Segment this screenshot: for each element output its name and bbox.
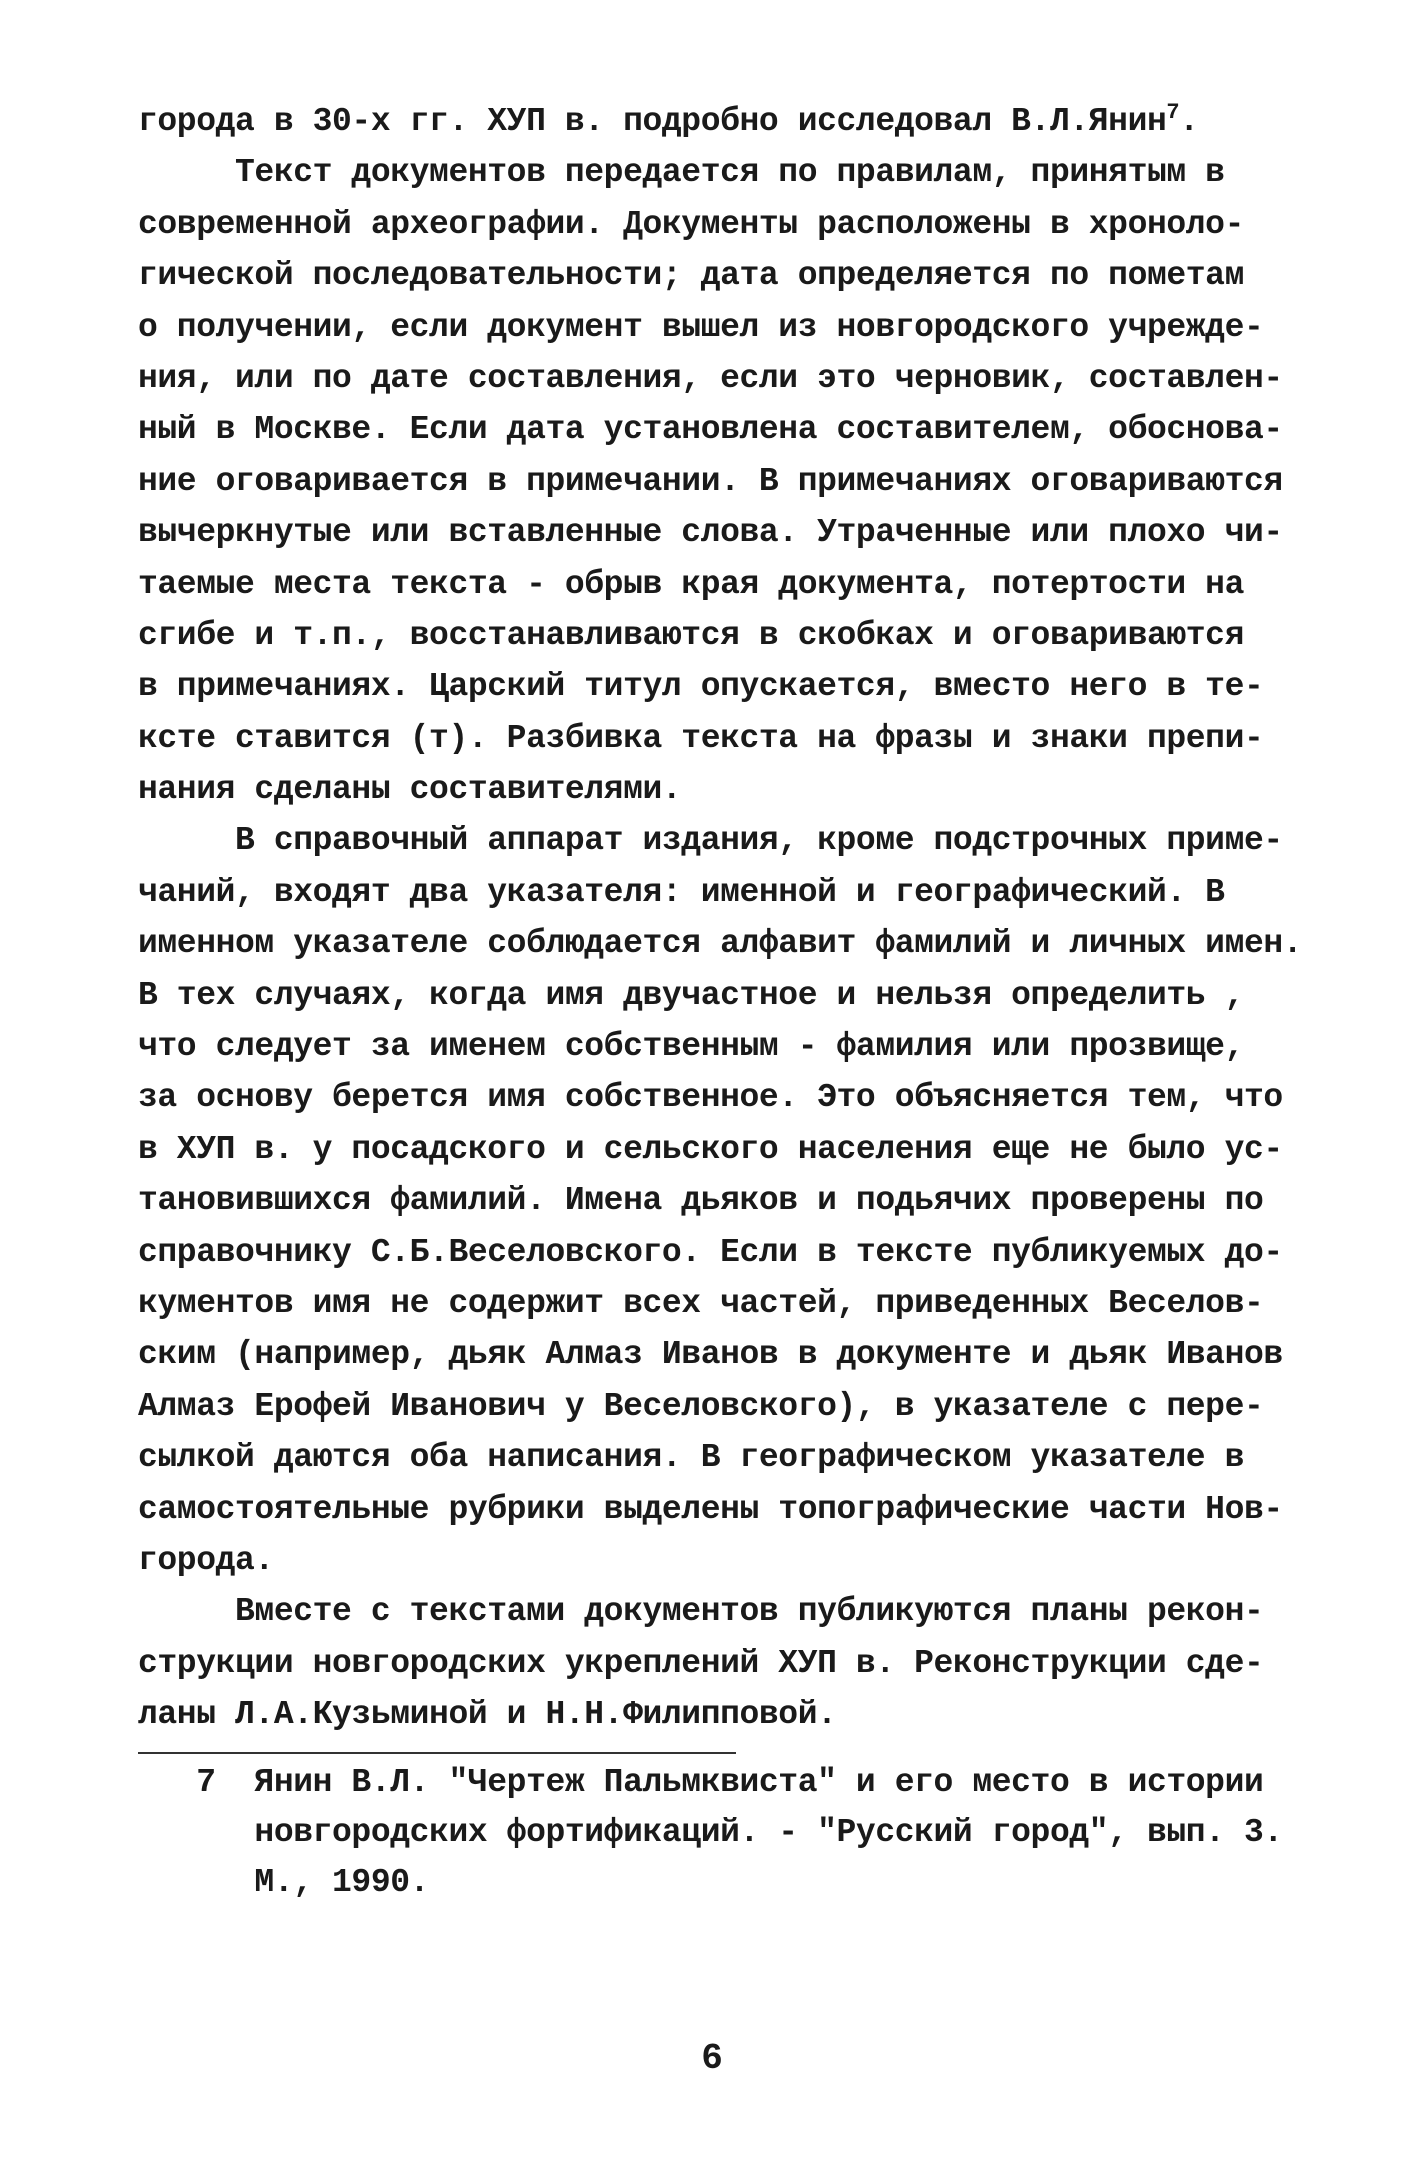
text-line: В тех случаях, когда имя двучастное и нельзя определить ,: [138, 976, 1244, 1014]
text-line: сылкой даются оба написания. В географическом указателе в: [138, 1439, 1244, 1477]
text-line: [138, 96, 1360, 147]
page-number: 6: [701, 2038, 723, 2079]
text-line: ние оговаривается в примечании. В примечаниях оговариваются: [138, 462, 1283, 500]
text-line: чаний, входят два указателя: именной и географический. В: [138, 873, 1225, 911]
text-line: кументов имя не содержит всех частей, приведенных Веселов-: [138, 1284, 1264, 1322]
text-line: гической последовательности; дата определяется по пометам: [138, 257, 1244, 295]
text-line: Вместе с текстами документов публикуются планы рекон-: [138, 1593, 1264, 1631]
footnote-line: 7 Янин В.Л. "Чертеж Пальмквиста" и его место в истории: [138, 1764, 1264, 1801]
text-line-content: города в 30-х гг. ХУП в. подробно исследовал В.Л.Янин: [138, 103, 1167, 140]
text-line: о получении, если документ вышел из новгородского учрежде-: [138, 308, 1264, 346]
footnote-line: М., 1990.: [138, 1864, 430, 1901]
footnote: [138, 1758, 1360, 1908]
text-line: тановившихся фамилий. Имена дьяков и подьячих проверены по: [138, 1182, 1264, 1220]
text-line: что следует за именем собственным - фамилия или прозвище,: [138, 1028, 1244, 1066]
text-line: таемые места текста - обрыв края документа, потертости на: [138, 565, 1244, 603]
text-line: именном указателе соблюдается алфавит фамилий и личных имен.: [138, 925, 1303, 963]
text-line: современной археографии. Документы расположены в хроноло-: [138, 205, 1244, 243]
footnote-divider: [138, 1752, 736, 1754]
text-line: струкции новгородских укреплений ХУП в. Реконструкции сде-: [138, 1644, 1264, 1682]
text-line: справочнику С.Б.Веселовского. Если в тексте публикуемых до-: [138, 1233, 1283, 1271]
text-line: в примечаниях. Царский титул опускается, вместо него в те-: [138, 668, 1264, 706]
footnote-line: новгородских фортификаций. - "Русский город", вып. 3.: [138, 1814, 1283, 1851]
text-line: ный в Москве. Если дата установлена составителем, обоснова-: [138, 411, 1283, 449]
text-line: Текст документов передается по правилам, принятым в: [138, 154, 1225, 192]
main-text: [138, 96, 1360, 1741]
text-line: В справочный аппарат издания, кроме подстрочных приме-: [138, 822, 1283, 860]
text-line: ским (например, дьяк Алмаз Иванов в документе и дьяк Иванов: [138, 1336, 1283, 1374]
text-line: сгибе и т.п., восстанавливаются в скобках и оговариваются: [138, 616, 1244, 654]
text-line: Алмаз Ерофей Иванович у Веселовского), в указателе с пере-: [138, 1387, 1264, 1425]
text-line: за основу берется имя собственное. Это объясняется тем, что: [138, 1079, 1283, 1117]
text-line: самостоятельные рубрики выделены топографические части Нов-: [138, 1490, 1283, 1528]
text-line: в ХУП в. у посадского и сельского населения еще не было ус-: [138, 1130, 1283, 1168]
text-line: вычеркнутые или вставленные слова. Утраченные или плохо чи-: [138, 514, 1283, 552]
text-line: ксте ставится (т). Разбивка текста на фразы и знаки препи-: [138, 719, 1264, 757]
text-line: ланы Л.А.Кузьминой и Н.Н.Филипповой.: [138, 1696, 837, 1734]
text-line: города.: [138, 1541, 274, 1579]
text-line: ния, или по дате составления, если это черновик, составлен-: [138, 359, 1283, 397]
text-line: нания сделаны составителями.: [138, 771, 682, 809]
text-line-punct: .: [1179, 103, 1199, 140]
footnote-reference: 7: [1166, 100, 1180, 125]
